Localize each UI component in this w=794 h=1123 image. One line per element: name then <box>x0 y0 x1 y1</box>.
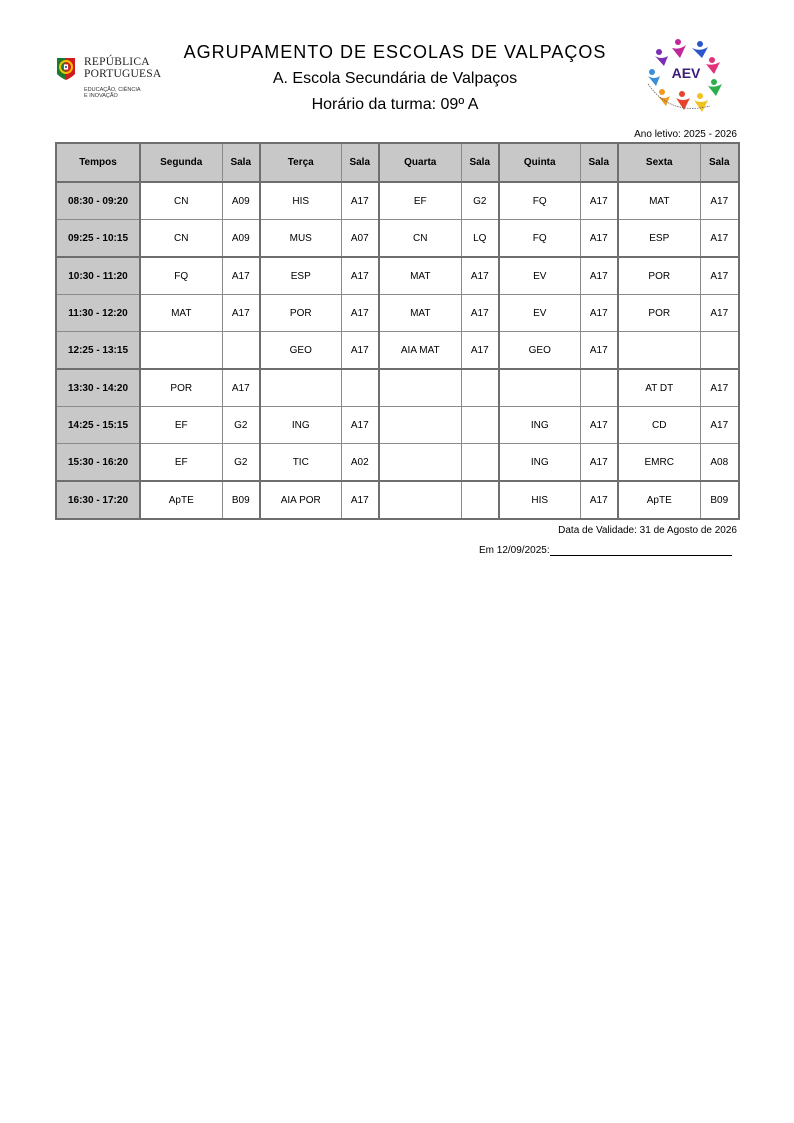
room-cell: A17 <box>222 257 260 295</box>
time-cell: 08:30 - 09:20 <box>56 182 140 220</box>
time-cell: 13:30 - 14:20 <box>56 369 140 407</box>
subject-cell: ESP <box>260 257 341 295</box>
time-cell: 12:25 - 13:15 <box>56 332 140 370</box>
room-cell <box>222 332 260 370</box>
subject-cell <box>140 332 222 370</box>
subject-cell: HIS <box>499 481 580 519</box>
room-cell: G2 <box>222 407 260 444</box>
time-cell: 14:25 - 15:15 <box>56 407 140 444</box>
room-cell: B09 <box>700 481 739 519</box>
subject-cell: FQ <box>499 220 580 258</box>
subject-cell: MAT <box>140 295 222 332</box>
data-de-validade: Data de Validade: 31 de Agosto de 2026 <box>558 525 737 536</box>
subject-cell <box>618 332 700 370</box>
room-cell: A09 <box>222 182 260 220</box>
room-cell <box>341 369 379 407</box>
room-cell: A09 <box>222 220 260 258</box>
room-cell: A17 <box>341 332 379 370</box>
subject-cell: MAT <box>618 182 700 220</box>
header-sala: Sala <box>700 143 739 182</box>
subject-cell <box>260 369 341 407</box>
header-sala: Sala <box>341 143 379 182</box>
table-row <box>56 257 739 295</box>
subject-cell: GEO <box>260 332 341 370</box>
subject-cell: EF <box>140 444 222 482</box>
subject-cell: ESP <box>618 220 700 258</box>
room-cell <box>461 407 499 444</box>
header-sala: Sala <box>222 143 260 182</box>
room-cell: A17 <box>700 182 739 220</box>
table-row <box>56 182 739 220</box>
subject-cell: MAT <box>379 295 461 332</box>
room-cell: A17 <box>580 295 618 332</box>
room-cell: A17 <box>700 220 739 258</box>
subject-cell: ApTE <box>140 481 222 519</box>
signature-date-label: Em 12/09/2025: <box>479 545 550 556</box>
subject-cell <box>379 369 461 407</box>
room-cell: A17 <box>461 332 499 370</box>
subject-cell: CN <box>140 220 222 258</box>
subject-cell: POR <box>618 257 700 295</box>
table-row <box>56 332 739 370</box>
room-cell: A17 <box>461 257 499 295</box>
document-title: AGRUPAMENTO DE ESCOLAS DE VALPAÇOS <box>183 42 607 62</box>
subject-cell: CN <box>379 220 461 258</box>
republica-portuguesa-text: REPÚBLICA PORTUGUESA <box>84 56 162 80</box>
time-cell: 15:30 - 16:20 <box>56 444 140 482</box>
room-cell: A17 <box>700 257 739 295</box>
header-sexta: Sexta <box>618 143 700 182</box>
subject-cell <box>379 407 461 444</box>
subject-cell: ING <box>499 407 580 444</box>
room-cell: A17 <box>580 481 618 519</box>
subject-cell: FQ <box>499 182 580 220</box>
subject-cell <box>379 481 461 519</box>
room-cell <box>461 444 499 482</box>
subject-cell: ApTE <box>618 481 700 519</box>
header-sala: Sala <box>461 143 499 182</box>
header-quarta: Quarta <box>379 143 461 182</box>
time-cell: 11:30 - 12:20 <box>56 295 140 332</box>
room-cell: A17 <box>700 369 739 407</box>
portuguese-coat-of-arms-icon <box>55 56 77 86</box>
subject-cell: MAT <box>379 257 461 295</box>
room-cell <box>461 481 499 519</box>
aev-logo-text: AEV <box>671 65 701 81</box>
subject-cell: EF <box>379 182 461 220</box>
room-cell: B09 <box>222 481 260 519</box>
subject-cell: CN <box>140 182 222 220</box>
room-cell: A17 <box>580 220 618 258</box>
subject-cell: HIS <box>260 182 341 220</box>
subject-cell: FQ <box>140 257 222 295</box>
table-row <box>56 369 739 407</box>
subject-cell: GEO <box>499 332 580 370</box>
room-cell: A17 <box>341 295 379 332</box>
room-cell: A17 <box>341 257 379 295</box>
header-quinta: Quinta <box>499 143 580 182</box>
school-name: A. Escola Secundária de Valpaços <box>272 70 518 87</box>
table-row <box>56 444 739 482</box>
subject-cell: AIA MAT <box>379 332 461 370</box>
header-terca: Terça <box>260 143 341 182</box>
table-row <box>56 220 739 258</box>
subject-cell: POR <box>260 295 341 332</box>
room-cell: A17 <box>580 444 618 482</box>
signature-date-line <box>479 545 732 556</box>
room-cell: A17 <box>700 295 739 332</box>
subject-cell: ING <box>499 444 580 482</box>
subject-cell <box>499 369 580 407</box>
room-cell <box>461 369 499 407</box>
subject-cell: MUS <box>260 220 341 258</box>
room-cell: LQ <box>461 220 499 258</box>
republica-portuguesa-logo <box>55 54 175 104</box>
table-header-row <box>56 143 739 182</box>
subject-cell: POR <box>618 295 700 332</box>
room-cell: A17 <box>580 407 618 444</box>
ano-letivo: Ano letivo: 2025 - 2026 <box>634 129 737 140</box>
table-row <box>56 407 739 444</box>
room-cell: A17 <box>341 182 379 220</box>
time-cell: 16:30 - 17:20 <box>56 481 140 519</box>
room-cell: G2 <box>461 182 499 220</box>
subject-cell: AIA POR <box>260 481 341 519</box>
table-row <box>56 295 739 332</box>
subject-cell: EV <box>499 295 580 332</box>
header-tempos: Tempos <box>56 143 140 182</box>
room-cell: A17 <box>580 332 618 370</box>
room-cell: A17 <box>461 295 499 332</box>
subject-cell: CD <box>618 407 700 444</box>
room-cell: G2 <box>222 444 260 482</box>
room-cell <box>580 369 618 407</box>
subject-cell: EMRC <box>618 444 700 482</box>
room-cell: A17 <box>700 407 739 444</box>
room-cell: A17 <box>580 182 618 220</box>
room-cell: A17 <box>580 257 618 295</box>
subject-cell: EF <box>140 407 222 444</box>
room-cell: A02 <box>341 444 379 482</box>
time-cell: 09:25 - 10:15 <box>56 220 140 258</box>
subject-cell: AT DT <box>618 369 700 407</box>
subject-cell <box>379 444 461 482</box>
room-cell: A08 <box>700 444 739 482</box>
ministry-text: EDUCAÇÃO, CIÊNCIA E INOVAÇÃO <box>84 87 141 100</box>
table-row <box>56 481 739 519</box>
room-cell: A17 <box>222 369 260 407</box>
room-cell: A17 <box>341 407 379 444</box>
class-title: Horário da turma: 09º A <box>311 96 479 113</box>
room-cell: A17 <box>341 481 379 519</box>
subject-cell: TIC <box>260 444 341 482</box>
document-header <box>160 40 630 116</box>
aev-school-logo-icon <box>640 36 732 114</box>
room-cell <box>700 332 739 370</box>
signature-line <box>550 545 732 556</box>
subject-cell: EV <box>499 257 580 295</box>
subject-cell: ING <box>260 407 341 444</box>
room-cell: A17 <box>222 295 260 332</box>
schedule-table <box>55 142 740 520</box>
header-sala: Sala <box>580 143 618 182</box>
room-cell: A07 <box>341 220 379 258</box>
subject-cell: POR <box>140 369 222 407</box>
time-cell: 10:30 - 11:20 <box>56 257 140 295</box>
header-segunda: Segunda <box>140 143 222 182</box>
